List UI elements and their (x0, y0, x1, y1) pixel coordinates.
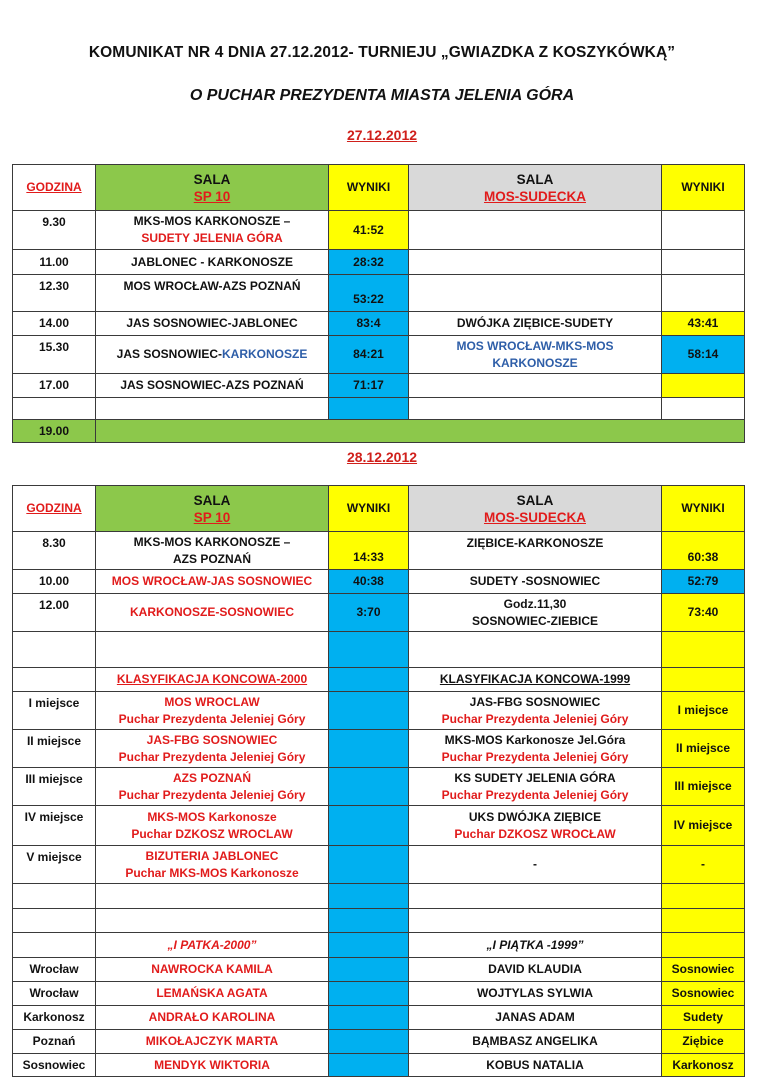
five-title-2000: „I PATKA-2000” (96, 933, 329, 958)
club-label: Karkonosz (13, 1006, 96, 1030)
five-row (13, 958, 745, 982)
classification-row (13, 768, 745, 806)
schedule-table-day-1 (12, 164, 745, 443)
team-cell: AZS POZNAŃ Puchar Prezydenta Jeleniej Góry (96, 768, 329, 806)
result-cell: 3:70 (329, 594, 409, 632)
classification-title-2000: KLASYFIKACJA KONCOWA-2000 (96, 668, 329, 692)
team-cell-2: - (409, 846, 662, 884)
header-wyniki-2: WYNIKI (662, 165, 745, 211)
classification-row (13, 806, 745, 846)
table-row-empty (13, 909, 745, 933)
player-name: MIKOŁAJCZYK MARTA (96, 1030, 329, 1054)
classification-row (13, 692, 745, 730)
match-cell: JAS SOSNOWIEC-AZS POZNAŃ (96, 374, 329, 398)
table-row-empty (13, 398, 745, 420)
match-cell: JABLONEC - KARKONOSZE (96, 250, 329, 275)
table-row (13, 211, 745, 250)
row-time: 17.00 (13, 374, 96, 398)
result-cell: 41:52 (329, 211, 409, 250)
team-cell: MKS-MOS Karkonosze Puchar DZKOSZ WROCLAW (96, 806, 329, 846)
result-cell: 83:4 (329, 312, 409, 336)
match-cell-2 (409, 275, 662, 312)
match-cell: MOS WROCŁAW-JAS SOSNOWIEC (96, 570, 329, 594)
place-label: III miejsce (13, 768, 96, 806)
header-wyniki-2: WYNIKI (662, 486, 745, 532)
player-name: ANDRAŁO KAROLINA (96, 1006, 329, 1030)
five-row (13, 1054, 745, 1077)
row-time: 8.30 (13, 532, 96, 570)
place-label: IV miejsce (13, 806, 96, 846)
header-godzina: GODZINA (13, 165, 96, 211)
five-row (13, 1006, 745, 1030)
club-label: Wrocław (13, 982, 96, 1006)
row-time: 15.30 (13, 336, 96, 374)
club-label: Poznań (13, 1030, 96, 1054)
place-label-2: I miejsce (662, 692, 745, 730)
date-day-1: 27.12.2012 (346, 127, 418, 143)
player-name-2: BĄMBASZ ANGELIKA (409, 1030, 662, 1054)
table-row (13, 570, 745, 594)
result-cell-2 (662, 275, 745, 312)
row-time: 11.00 (13, 250, 96, 275)
result-cell-2: 58:14 (662, 336, 745, 374)
table-row-empty (13, 632, 745, 668)
row-time: 14.00 (13, 312, 96, 336)
match-cell: MKS-MOS KARKONOSZE – AZS POZNAŃ (96, 532, 329, 570)
table-header-row (13, 486, 745, 532)
match-cell-2 (409, 211, 662, 250)
place-label: II miejsce (13, 730, 96, 768)
result-cell-2 (662, 374, 745, 398)
match-cell-2: MOS WROCŁAW-MKS-MOS KARKONOSZE (409, 336, 662, 374)
table-row-empty (13, 884, 745, 909)
document-title: KOMUNIKAT NR 4 DNIA 27.12.2012- TURNIEJU „GWIAZDKA Z KOSZYKÓWKĄ” (88, 44, 676, 61)
match-cell-2: DWÓJKA ZIĘBICE-SUDETY (409, 312, 662, 336)
match-cell: KARKONOSZE-SOSNOWIEC (96, 594, 329, 632)
row-time: 19.00 (13, 420, 96, 443)
table-row (13, 594, 745, 632)
club-label-2: Sosnowiec (662, 958, 745, 982)
table-row (13, 532, 745, 570)
table-header-row (13, 165, 745, 211)
result-cell-2: 73:40 (662, 594, 745, 632)
place-label-2: II miejsce (662, 730, 745, 768)
player-name: MENDYK WIKTORIA (96, 1054, 329, 1077)
match-cell: MKS-MOS KARKONOSZE – SUDETY JELENIA GÓRA (96, 211, 329, 250)
player-name-2: WOJTYLAS SYLWIA (409, 982, 662, 1006)
classification-title-1999: KLASYFIKACJA KONCOWA-1999 (409, 668, 662, 692)
date-day-2: 28.12.2012 (346, 449, 418, 465)
header-sala-mos: SALA MOS-SUDECKA (409, 165, 662, 211)
match-cell-2 (409, 374, 662, 398)
place-label-2: IV miejsce (662, 806, 745, 846)
result-cell: 84:21 (329, 336, 409, 374)
table-row (13, 250, 745, 275)
sala-mos-name: MOS-SUDECKA (483, 509, 586, 525)
player-name-2: KOBUS NATALIA (409, 1054, 662, 1077)
five-header-row (13, 933, 745, 958)
club-label-2: Sudety (662, 1006, 745, 1030)
player-name: NAWROCKA KAMILA (96, 958, 329, 982)
team-cell: BIZUTERIA JABLONEC Puchar MKS-MOS Karkonosze (96, 846, 329, 884)
result-cell: 14:33 (329, 532, 409, 570)
classification-row (13, 846, 745, 884)
team-cell-2: KS SUDETY JELENIA GÓRA Puchar Prezydenta Jeleniej Góry (409, 768, 662, 806)
classification-header-row (13, 668, 745, 692)
player-name: LEMAŃSKA AGATA (96, 982, 329, 1006)
header-wyniki-1: WYNIKI (329, 165, 409, 211)
table-row (13, 312, 745, 336)
row-time: 9.30 (13, 211, 96, 250)
match-cell-2: SUDETY -SOSNOWIEC (409, 570, 662, 594)
table-row (13, 336, 745, 374)
team-cell-2: MKS-MOS Karkonosze Jel.Góra Puchar Prezydenta Jeleniej Góry (409, 730, 662, 768)
place-label-2: - (662, 846, 745, 884)
team-cell: JAS-FBG SOSNOWIEC Puchar Prezydenta Jeleniej Góry (96, 730, 329, 768)
five-row (13, 1030, 745, 1054)
team-cell: MOS WROCLAW Puchar Prezydenta Jeleniej Góry (96, 692, 329, 730)
match-cell-2 (409, 250, 662, 275)
result-cell: 53:22 (329, 275, 409, 312)
place-label: V miejsce (13, 846, 96, 884)
team-cell-2: JAS-FBG SOSNOWIEC Puchar Prezydenta Jeleniej Góry (409, 692, 662, 730)
player-name-2: DAVID KLAUDIA (409, 958, 662, 982)
result-cell: 28:32 (329, 250, 409, 275)
match-cell: JAS SOSNOWIEC-JABLONEC (96, 312, 329, 336)
sala-mos-name: MOS-SUDECKA (483, 188, 586, 204)
result-cell-2 (662, 250, 745, 275)
header-sala-mos: SALA MOS-SUDECKA (409, 486, 662, 532)
five-title-1999: „I PIĄTKA -1999” (409, 933, 662, 958)
table-row-final (13, 420, 745, 443)
result-cell: 40:38 (329, 570, 409, 594)
place-label: I miejsce (13, 692, 96, 730)
result-cell-2: 60:38 (662, 532, 745, 570)
result-cell-2: 52:79 (662, 570, 745, 594)
match-cell: JAS SOSNOWIEC-KARKONOSZE (96, 336, 329, 374)
header-sala-sp10: SALA SP 10 (96, 486, 329, 532)
sala-sp10-name: SP 10 (193, 188, 231, 204)
result-cell-2: 43:41 (662, 312, 745, 336)
match-cell: MOS WROCŁAW-AZS POZNAŃ (96, 275, 329, 312)
result-cell-2 (662, 211, 745, 250)
row-time: 10.00 (13, 570, 96, 594)
match-cell-2: Godz.11,30 SOSNOWIEC-ZIEBICE (409, 594, 662, 632)
document-subtitle: O PUCHAR PREZYDENTA MIASTA JELENIA GÓRA (189, 87, 575, 104)
classification-row (13, 730, 745, 768)
team-cell-2: UKS DWÓJKA ZIĘBICE Puchar DZKOSZ WROCŁAW (409, 806, 662, 846)
player-name-2: JANAS ADAM (409, 1006, 662, 1030)
five-row (13, 982, 745, 1006)
sala-sp10-name: SP 10 (193, 509, 231, 525)
table-row (13, 374, 745, 398)
header-sala-sp10: SALA SP 10 (96, 165, 329, 211)
row-time: 12.30 (13, 275, 96, 312)
header-wyniki-1: WYNIKI (329, 486, 409, 532)
result-cell: 71:17 (329, 374, 409, 398)
club-label-2: Karkonosz (662, 1054, 745, 1077)
place-label-2: III miejsce (662, 768, 745, 806)
club-label: Sosnowiec (13, 1054, 96, 1077)
schedule-table-day-2 (12, 485, 745, 1077)
table-row (13, 275, 745, 312)
header-godzina: GODZINA (13, 486, 96, 532)
final-green-bar (96, 420, 745, 443)
club-label-2: Ziębice (662, 1030, 745, 1054)
club-label: Wrocław (13, 958, 96, 982)
club-label-2: Sosnowiec (662, 982, 745, 1006)
row-time: 12.00 (13, 594, 96, 632)
match-cell-2: ZIĘBICE-KARKONOSZE (409, 532, 662, 570)
